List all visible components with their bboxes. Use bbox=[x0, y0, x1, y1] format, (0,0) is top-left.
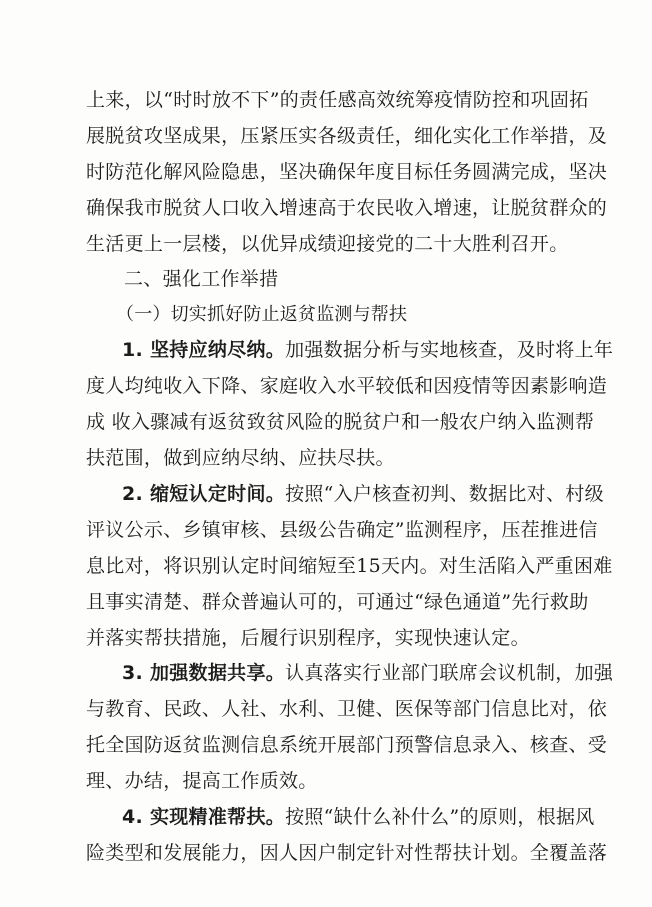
item3-title: 3. 加强数据共享。 bbox=[122, 662, 286, 684]
intro-line-2: 展脱贫攻坚成果，压紧压实各级责任，细化实化工作举措，及 bbox=[86, 125, 608, 147]
intro-line-5: 生活更上一层楼，以优异成绩迎接党的二十大胜利召开。 bbox=[86, 233, 569, 255]
item3-line-2: 与教育、民政、人社、水利、卫健、医保等部门信息比对，依 bbox=[86, 698, 608, 720]
item1-line-4: 扶范围，做到应纳尽纳、应扶尽扶。 bbox=[86, 447, 395, 469]
item2-first-line bbox=[122, 482, 604, 506]
item2-line-4: 且事实清楚、群众普遍认可的，可通过“绿色通道”先行救助 bbox=[86, 591, 589, 613]
intro-line-1: 上来，以“时时放不下”的责任感高效统筹疫情防控和巩固拓 bbox=[86, 89, 589, 111]
intro-line-3: 时防范化解风险隐患，坚决确保年度目标任务圆满完成，坚决 bbox=[86, 161, 608, 183]
intro-line-4: 确保我市脱贫人口收入增速高于农民收入增速，让脱贫群众的 bbox=[86, 197, 608, 219]
item1-first-line bbox=[122, 338, 614, 362]
item2-line-3: 息比对，将识别认定时间缩短至15天内。对生活陷入严重困难 bbox=[86, 555, 613, 577]
subsection-heading: （一）切实抓好防止返贫监测与帮扶 bbox=[116, 304, 408, 325]
item1-line-2: 度人均纯收入下降、家庭收入水平较低和因疫情等因素影响造 bbox=[86, 375, 608, 397]
item4-line-2: 险类型和发展能力，因人因户制定针对性帮扶计划。全覆盖落 bbox=[86, 842, 608, 864]
item2-title: 2. 缩短认定时间。 bbox=[122, 483, 286, 505]
item2-first-line-text: 按照“入户核查初判、数据比对、村级 bbox=[285, 483, 604, 505]
item4-title: 4. 实现精准帮扶。 bbox=[122, 806, 286, 828]
item4-first-line-text: 按照“缺什么补什么”的原则，根据风 bbox=[285, 806, 595, 828]
item1-title: 1. 坚持应纳尽纳。 bbox=[122, 339, 286, 361]
item1-first-line-text: 加强数据分析与实地核查，及时将上年 bbox=[285, 339, 614, 361]
item4-first-line bbox=[122, 805, 595, 829]
section-heading: 二、强化工作举措 bbox=[124, 268, 279, 290]
item2-line-5: 并落实帮扶措施，后履行识别程序，实现快速认定。 bbox=[86, 627, 530, 649]
item3-first-line-text: 认真落实行业部门联席会议机制，加强 bbox=[285, 662, 614, 684]
item3-first-line bbox=[122, 661, 614, 685]
item3-line-3: 托全国防返贫监测信息系统开展部门预警信息录入、核查、受 bbox=[86, 734, 608, 756]
item2-line-2: 评议公示、乡镇审核、县级公告确定”监测程序，压茬推进信 bbox=[86, 519, 598, 541]
item3-line-4: 理、办结，提高工作质效。 bbox=[86, 770, 318, 792]
item1-line-3: 成 收入骤减有返贫致贫风险的脱贫户和一般农户纳入监测帮 bbox=[86, 411, 595, 433]
